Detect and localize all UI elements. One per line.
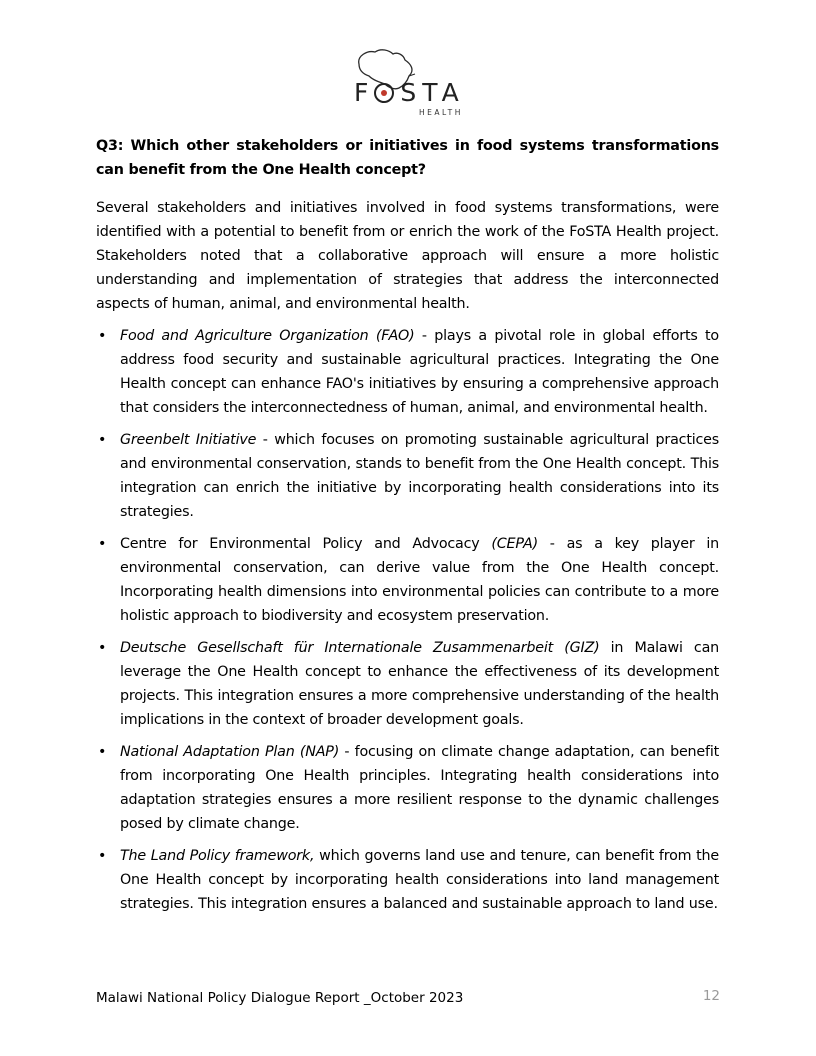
question-heading: Q3: Which other stakeholders or initiatives in food systems transformations can benefit from the One Health concept? <box>96 138 719 178</box>
item-pre: Centre for Environmental Policy and Advocacy <box>120 536 492 552</box>
list-item-greenbelt <box>96 428 719 524</box>
item-name: (CEPA) <box>491 536 538 552</box>
logo-subtitle: HEALTH <box>419 108 463 117</box>
item-name: Deutsche Gesellschaft für Internationale Zusammenarbeit (GIZ) <box>120 640 600 656</box>
page-number: 12 <box>702 988 720 1004</box>
list-item-nap <box>96 740 719 836</box>
fosta-health-logo <box>349 44 469 122</box>
bullet-icon: • <box>98 848 107 864</box>
list-item-cepa <box>96 532 719 628</box>
report-body <box>96 134 719 924</box>
list-item-land-policy <box>96 844 719 916</box>
bullet-icon: • <box>98 432 107 448</box>
item-name: Greenbelt Initiative <box>120 432 257 448</box>
logo-letter-f: F <box>354 78 375 107</box>
bullet-icon: • <box>98 328 107 344</box>
item-name: The Land Policy framework, <box>120 848 315 864</box>
item-name: National Adaptation Plan (NAP) <box>120 744 340 760</box>
item-text: - plays a pivotal role in global efforts to address food security and sustainable agricultural practices. Integrating the One Health concept can enhance FAO's initiatives by ensuring a comprehensive approach that considers the interconnectedness of human, animal, and environmental health. <box>120 328 719 416</box>
item-text: - focusing on climate change adaptation, can benefit from incorporating One Health principles. Integrating health considerations into adaptation strategies ensures a more resilient response to the dynamic challenges posed by climate change. <box>120 744 720 832</box>
intro-paragraph: Several stakeholders and initiatives involved in food systems transformations, were identified with a potential to benefit from or enrich the work of the FoSTA Health project. Stakeholders noted that a collaborative approach will ensure a more holistic understanding and implementation of strategies that address the interconnected aspects of human, animal, and environmental health. <box>96 200 719 312</box>
logo-o-mark <box>374 83 394 103</box>
item-text: - as a key player in environmental conservation, can derive value from the One Health concept. Incorporating health dimensions into environmental policies can contribute to a more holistic approach to biodiversity and ecosystem preservation. <box>120 536 719 624</box>
footer-title: Malawi National Policy Dialogue Report _October 2023 <box>96 990 464 1006</box>
bullet-icon: • <box>98 640 107 656</box>
item-text: in Malawi can leverage the One Health concept to enhance the effectiveness of its development projects. This integration ensures a more comprehensive understanding of the health implications in the context of broader development goals. <box>120 640 719 728</box>
stakeholder-list <box>96 324 719 916</box>
list-item-fao <box>96 324 719 420</box>
item-name: Food and Agriculture Organization (FAO) <box>120 328 415 344</box>
logo-letters-sta: STA <box>400 78 465 107</box>
item-text: - which focuses on promoting sustainable agricultural practices and environmental conservation, stands to benefit from the One Health concept. This integration can enrich the initiative by incorporating health considerations into its strategies. <box>120 432 719 520</box>
list-item-giz <box>96 636 719 732</box>
bullet-icon: • <box>98 536 107 552</box>
bullet-icon: • <box>98 744 107 760</box>
item-text: which governs land use and tenure, can benefit from the One Health concept by incorporating health considerations into land management strategies. This integration ensures a balanced and sustainable approach to land use. <box>120 848 719 912</box>
